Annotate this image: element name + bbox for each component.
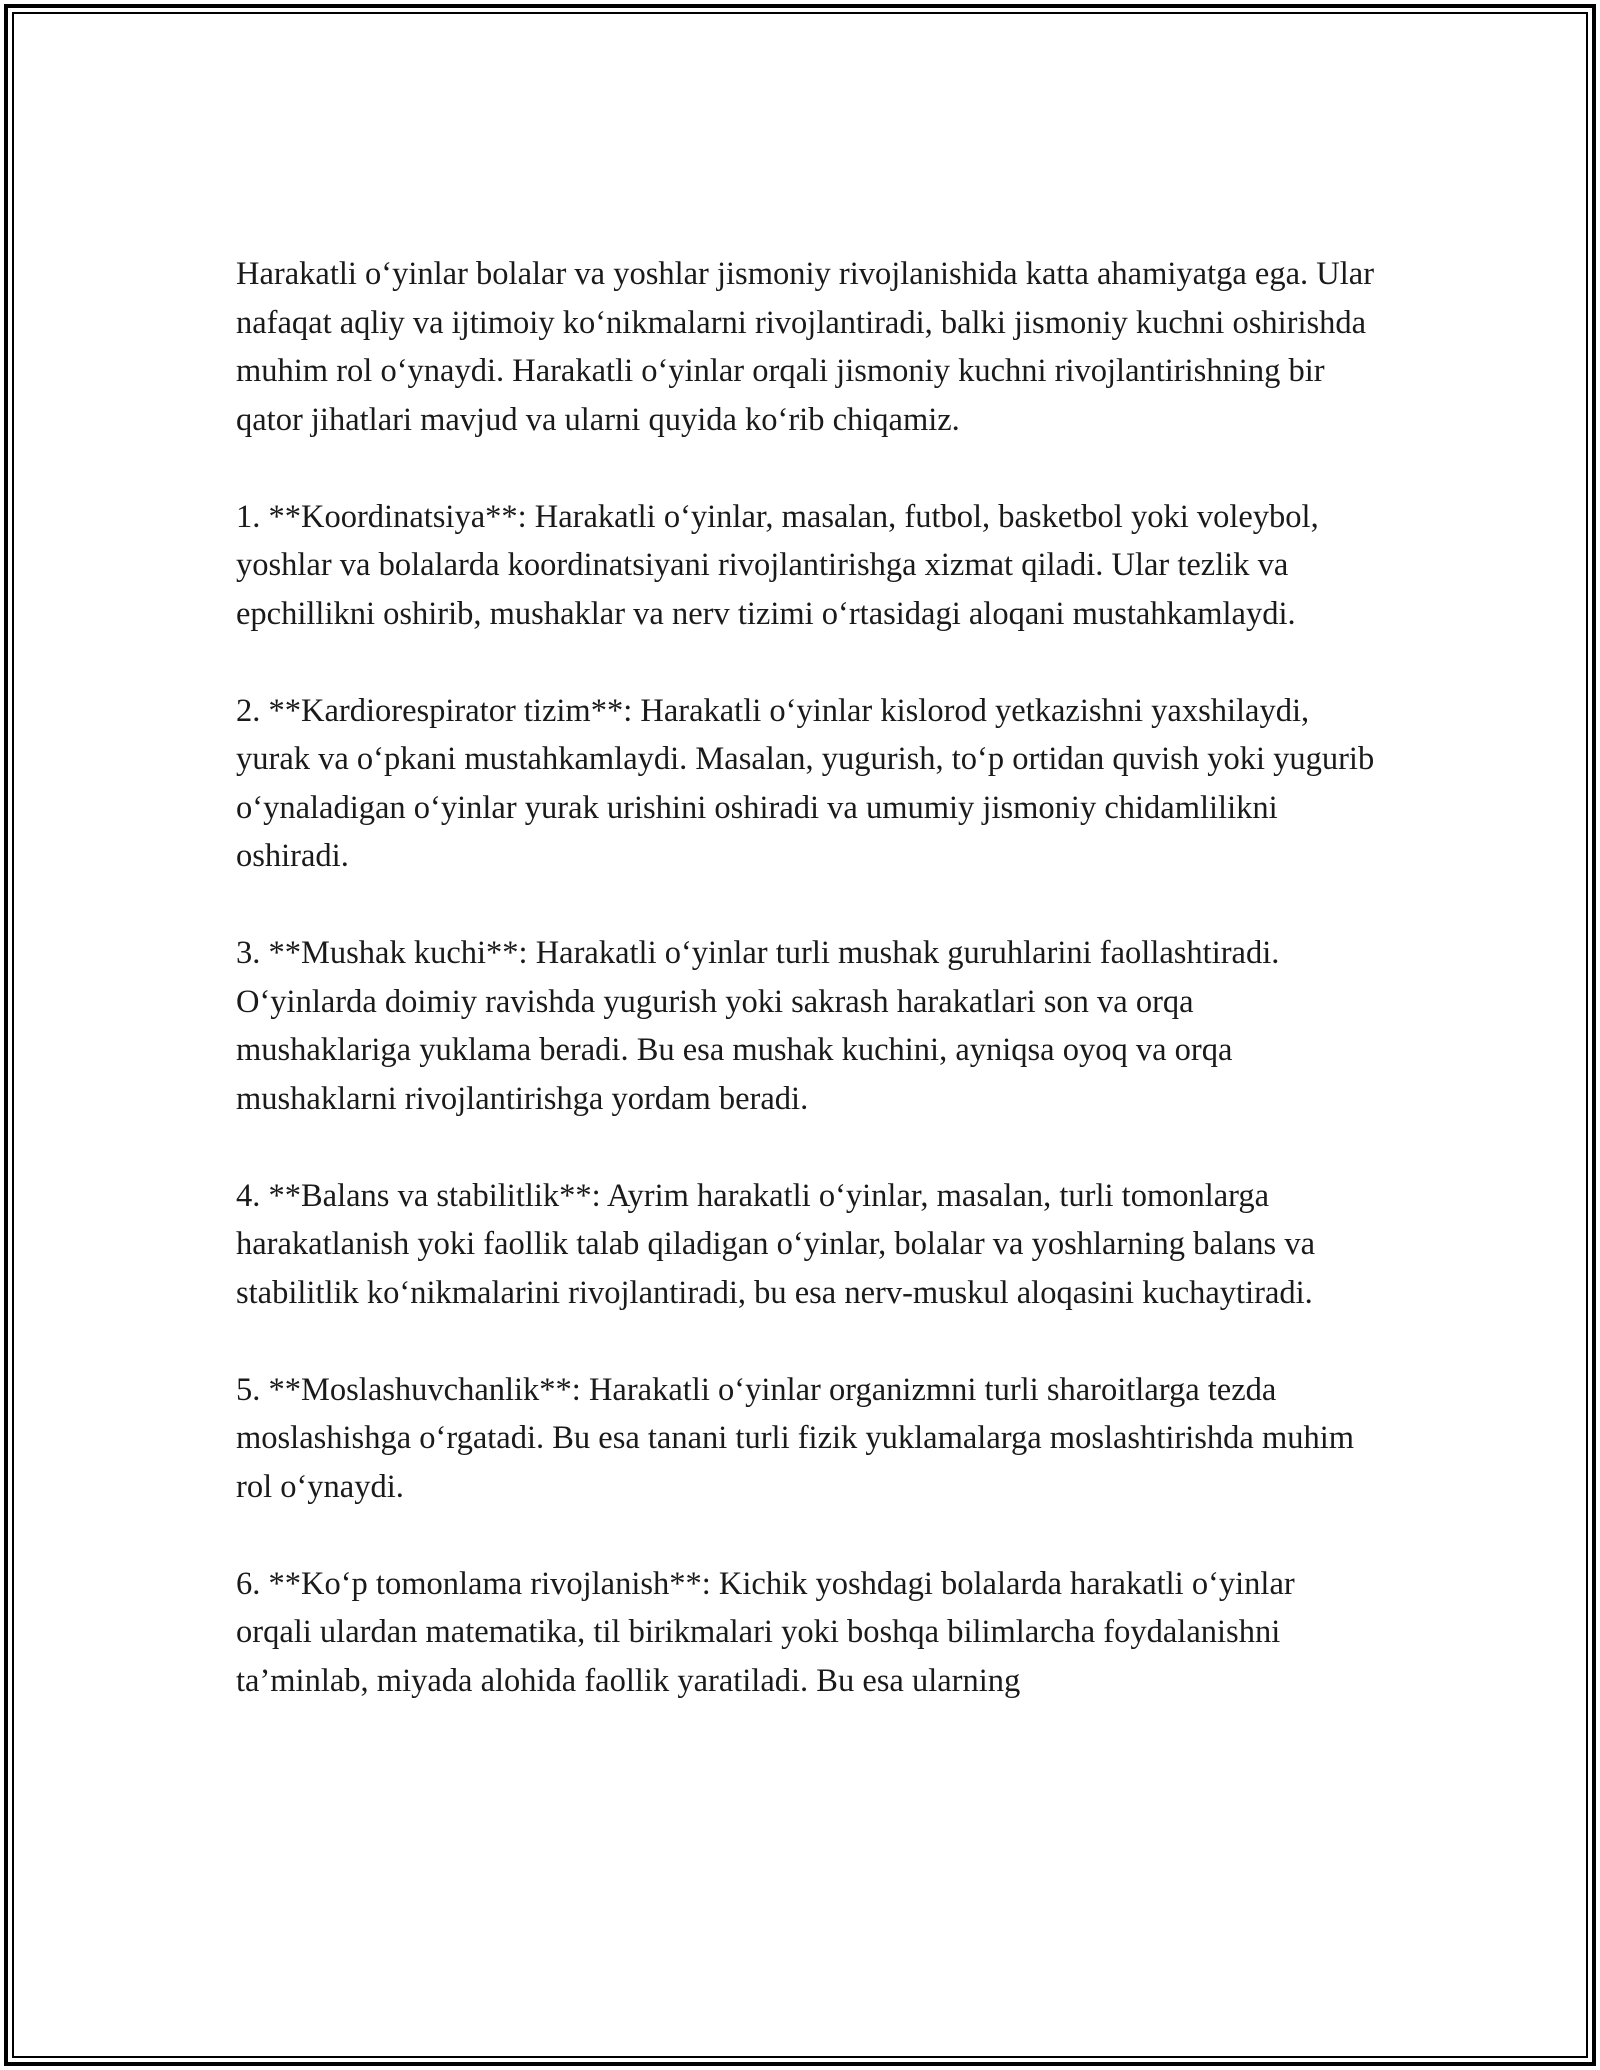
document-body [236,250,1376,1705]
paragraph-cardiorespiratory: 2. **Kardiorespirator tizim**: Harakatli o‘yinlar kislorod yetkazishni yaxshilaydi, yurak va o‘pkani mustahkamlaydi. Masalan, yugurish, to‘p ortidan quvish yoki yugurib o‘ynaladigan o‘yinlar yurak urishini oshiradi va umumiy jismoniy chidamlilikni oshiradi. [236,692,1375,874]
paragraph-multifaceted-development: 6. **Ko‘p tomonlama rivojlanish**: Kichik yoshdagi bolalarda harakatli o‘yinlar orqali ulardan matematika, til birikmalari yoki boshqa bilimlarcha foydalanishni ta’minlab, miyada alohida faollik yaratiladi. Bu esa ularning [236,1565,1295,1699]
paragraph-intro: Harakatli o‘yinlar bolalar va yoshlar jismoniy rivojlanishida katta ahamiyatga ega. Ular nafaqat aqliy va ijtimoiy ko‘nikmalarni rivojlantiradi, balki jismoniy kuchni oshirishda muhim rol o‘ynaydi. Harakatli o‘yinlar orqali jismoniy kuchni rivojlantirishning bir qator jihatlari mavjud va ularni quyida ko‘rib chiqamiz. [236,256,1375,438]
paragraph-balance: 4. **Balans va stabilitlik**: Ayrim harakatli o‘yinlar, masalan, turli tomonlarga harakatlanish yoki faollik talab qiladigan o‘yinlar, bolalar va yoshlarning balans va stabilitlik ko‘nikmalarini rivojlantiradi, bu esa nerv-muskul aloqasini kuchaytiradi. [236,1177,1315,1311]
paragraph-coordination: 1. **Koordinatsiya**: Harakatli o‘yinlar, masalan, futbol, basketbol yoki voleybol, yoshlar va bolalarda koordinatsiyani rivojlantirishga xizmat qiladi. Ular tezlik va epchillikni oshirib, mushaklar va nerv tizimi o‘rtasidagi aloqani mustahkamlaydi. [236,498,1319,632]
paragraph-flexibility: 5. **Moslashuvchanlik**: Harakatli o‘yinlar organizmni turli sharoitlarga tezda moslashishga o‘rgatadi. Bu esa tanani turli fizik yuklamalarga moslashtirishda muhim rol o‘ynaydi. [236,1371,1355,1505]
paragraph-muscle-strength: 3. **Mushak kuchi**: Harakatli o‘yinlar turli mushak guruhlarini faollashtiradi. O‘yinlarda doimiy ravishda yugurish yoki sakrash harakatlari son va orqa mushaklariga yuklama beradi. Bu esa mushak kuchini, ayniqsa oyoq va orqa mushaklarni rivojlantirishga yordam beradi. [236,935,1280,1117]
